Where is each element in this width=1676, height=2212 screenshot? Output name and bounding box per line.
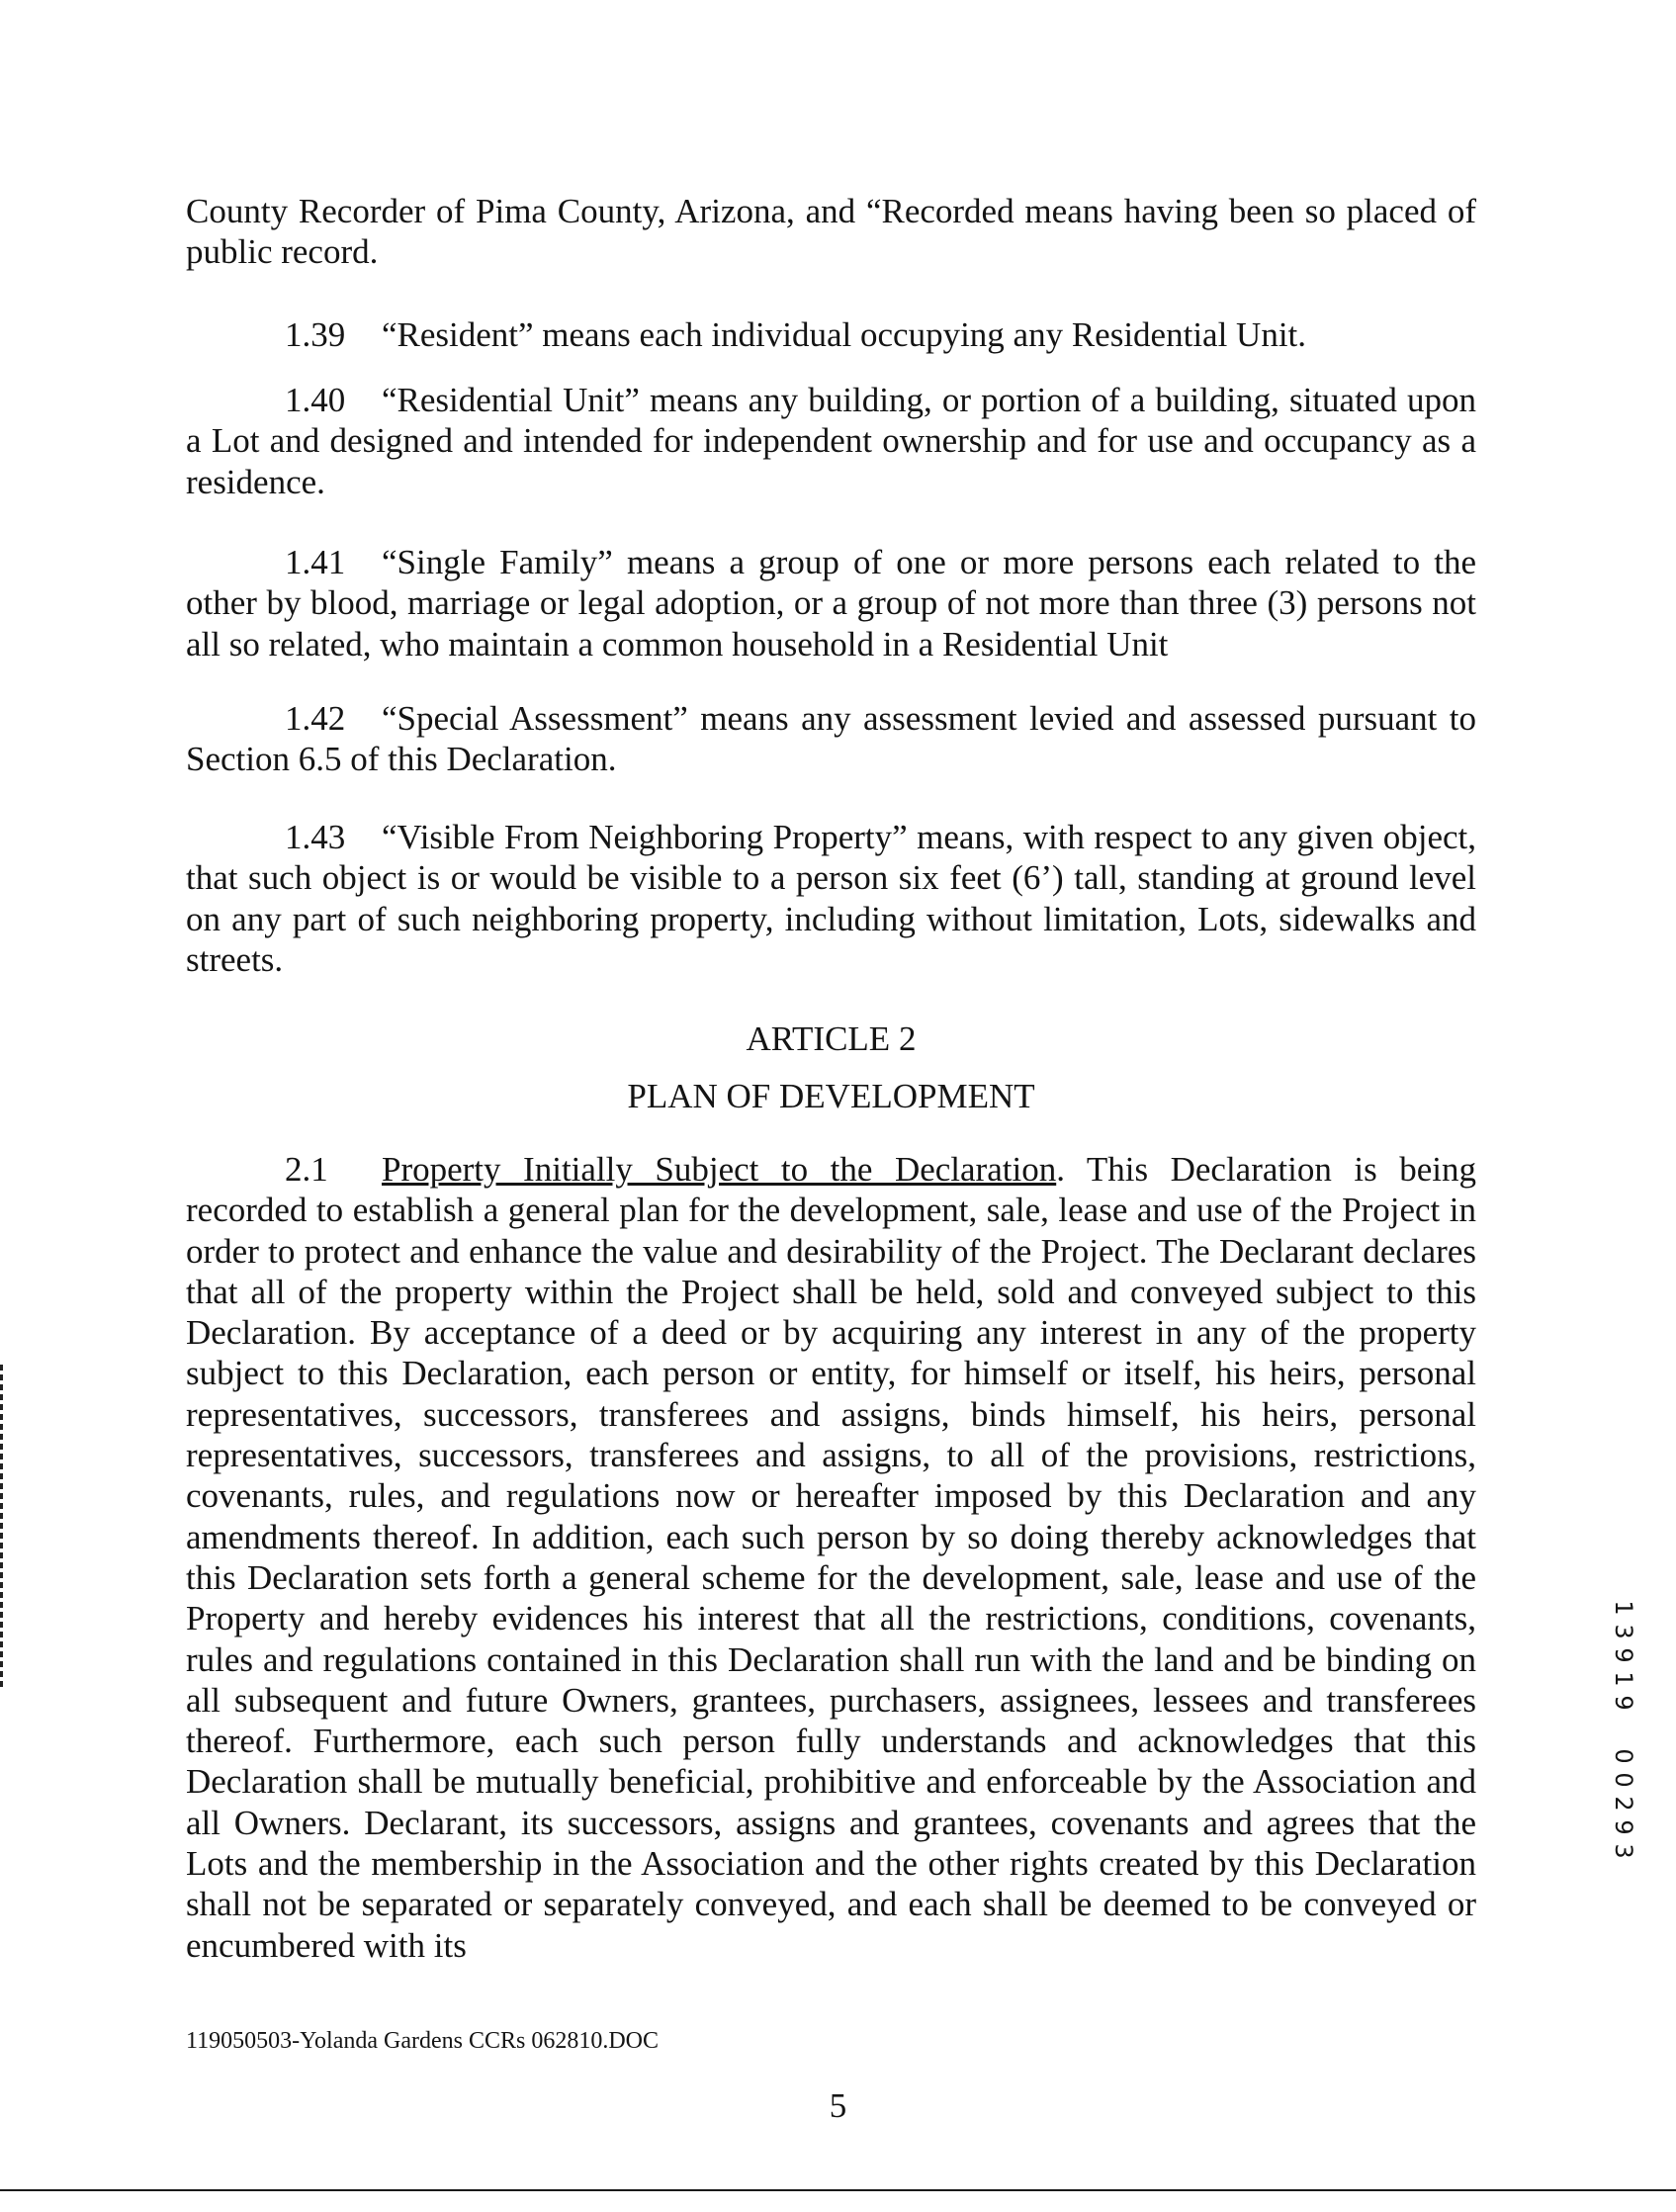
stamp-digit: 1 <box>1610 1671 1637 1687</box>
definition-number: 1.42 <box>285 699 346 738</box>
stamp-digit: 1 <box>1610 1600 1637 1616</box>
definition-text: “Single Family” means a group of one or more persons each related to the other by blood, marriage or legal adoption, or a group of not more than three (3) persons not all so related, who maintain a common household in a Residential Unit <box>186 543 1476 664</box>
stamp-digit: 3 <box>1610 1624 1637 1639</box>
section-2-1 <box>186 1149 1476 1966</box>
definition-number: 1.40 <box>285 381 346 419</box>
stamp-digit: 2 <box>1610 1796 1637 1812</box>
scan-edge-bottom <box>0 2189 1676 2191</box>
recorder-stamp <box>1609 1594 1638 1891</box>
definition-text: “Visible From Neighboring Property” means, with respect to any given object, that such object is or would be visible to a person six feet (6’) tall, standing at ground level on any part of such neighboring property, including without limitation, Lots, sidewalks and streets. <box>186 818 1476 979</box>
definition-1-42 <box>186 698 1476 780</box>
article-title: PLAN OF DEVELOPMENT <box>627 1077 1035 1115</box>
scan-edge-left <box>0 1365 3 1691</box>
stamp-digit: 9 <box>1610 1647 1637 1663</box>
stamp-digit: 3 <box>1610 1843 1637 1859</box>
stamp-digit: 9 <box>1610 1819 1637 1835</box>
article-label: ARTICLE 2 <box>746 1019 917 1058</box>
section-text: . This Declaration is being recorded to establish a general plan for the development, sale, lease and use of the Project in order to protect and enhance the value and desirability of the Project. The Declarant declares that all of the property within the Project shall be held, sold and conveyed subject to this Declaration. By acceptance of a deed or by acquiring any interest in any of the property subject to this Declaration, each person or entity, for himself or itself, his heirs, personal representatives, successors, transferees and assigns, binds himself, his heirs, personal representatives, successors, transferees and assigns, to all of the provisions, restrictions, covenants, rules, and regulations now or hereafter imposed by this Declaration and any amendments thereof. In addition, each such person by so doing thereby acknowledges that this Declaration sets forth a general scheme for the development, sale, lease and use of the Property and hereby evidences his interest that all the restrictions, conditions, covenants, rules and regulations contained in this Declaration shall run with the land and be binding on all subsequent and future Owners, grantees, purchasers, assignees, lessees and transferees thereof. Furthermore, each such person fully understands and acknowledges that this Declaration shall be mutually beneficial, prohibitive and enforceable by the Association and all Owners. Declarant, its successors, assigns and grantees, covenants and agrees that the Lots and the membership in the Association and the other rights created by this Declaration shall not be separated or separately conveyed, and each shall be deemed to be conveyed or encumbered with its <box>186 1150 1477 1965</box>
definition-1-39 <box>186 314 1476 355</box>
definition-number: 1.39 <box>285 315 346 354</box>
definition-number: 1.43 <box>285 818 346 856</box>
definition-1-43 <box>186 817 1476 980</box>
page-number: 5 <box>829 2086 847 2125</box>
section-number: 2.1 <box>285 1150 328 1189</box>
stamp-digit: 9 <box>1610 1695 1637 1711</box>
definition-number: 1.41 <box>285 543 346 581</box>
section-title: Property Initially Subject to the Declaration <box>382 1150 1057 1189</box>
footer-filename: 119050503-Yolanda Gardens CCRs 062810.DOC <box>186 2028 660 2054</box>
definition-text: “Resident” means each individual occupying any Residential Unit. <box>382 315 1307 354</box>
definition-1-40 <box>186 380 1476 502</box>
definition-1-41 <box>186 542 1476 664</box>
definition-text: “Special Assessment” means any assessment levied and assessed pursuant to Section 6.5 of this Declaration. <box>186 699 1476 779</box>
continuation-paragraph: County Recorder of Pima County, Arizona, and “Recorded means having been so placed of public record. <box>186 192 1476 272</box>
stamp-digit: 0 <box>1610 1748 1637 1764</box>
definition-text: “Residential Unit” means any building, or portion of a building, situated upon a Lot and designed and intended for independent ownership and for use and occupancy as a residence. <box>186 381 1476 501</box>
stamp-digit: 0 <box>1610 1772 1637 1788</box>
